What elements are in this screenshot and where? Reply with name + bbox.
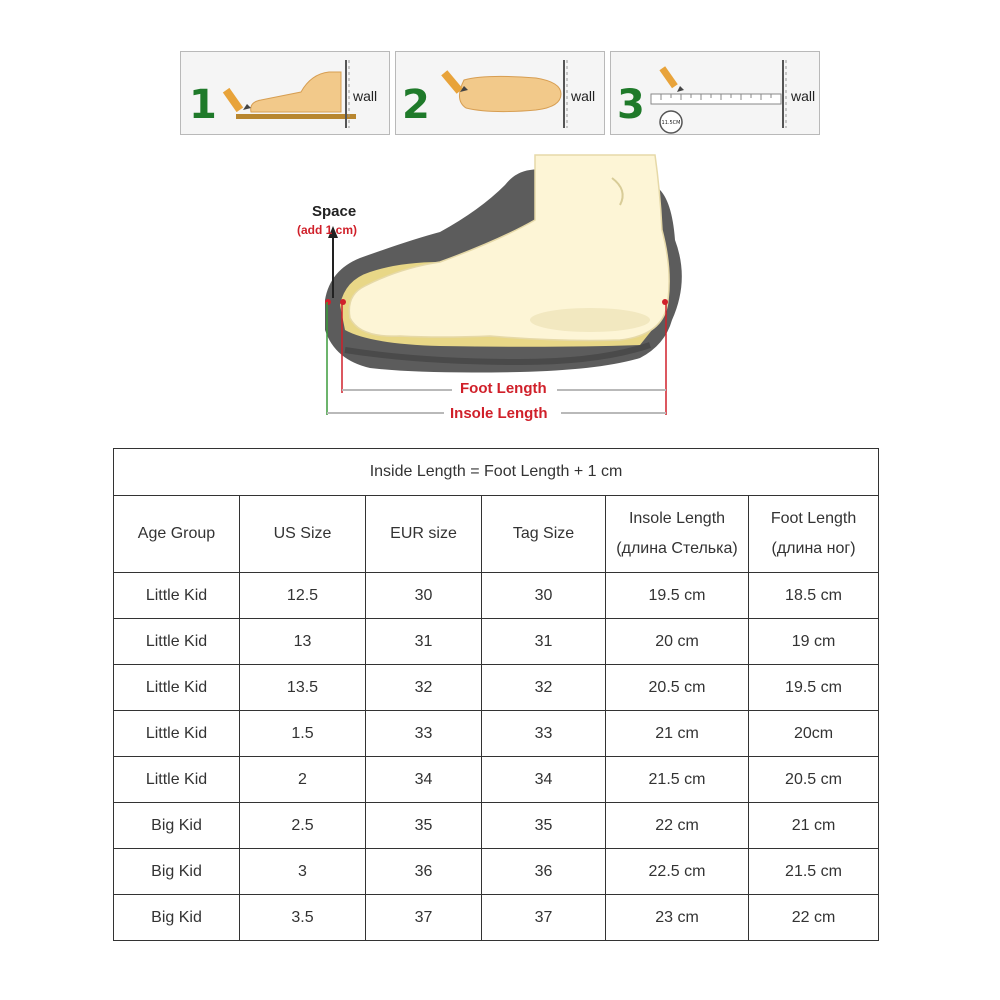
- table-cell: 20 cm: [606, 619, 749, 665]
- wall-label: wall: [791, 88, 816, 104]
- insole-start-point: [325, 299, 331, 305]
- column-header: EUR size: [366, 496, 482, 573]
- table-cell: 22 cm: [606, 803, 749, 849]
- wall-label: wall: [353, 88, 378, 104]
- table-cell: Little Kid: [114, 573, 240, 619]
- heel-point: [662, 299, 668, 305]
- svg-text:11.5CM: 11.5CM: [661, 120, 681, 126]
- table-cell: 21.5 cm: [606, 757, 749, 803]
- table-cell: 3: [240, 849, 366, 895]
- space-note: (add 1 cm): [297, 223, 358, 237]
- table-cell: 13: [240, 619, 366, 665]
- column-header: Insole Length (длина Стелька): [606, 496, 749, 573]
- table-cell: 35: [482, 803, 606, 849]
- table-cell: 36: [366, 849, 482, 895]
- table-cell: Little Kid: [114, 757, 240, 803]
- table-cell: 19.5 cm: [606, 573, 749, 619]
- table-cell: 34: [366, 757, 482, 803]
- toe-point: [340, 299, 346, 305]
- step-2-panel: [395, 51, 605, 135]
- table-row: [114, 573, 879, 619]
- step-3-illustration: [611, 52, 821, 136]
- table-cell: Big Kid: [114, 803, 240, 849]
- table-cell: 20cm: [749, 711, 879, 757]
- table-cell: 19 cm: [749, 619, 879, 665]
- table-cell: 30: [482, 573, 606, 619]
- table-row: [114, 803, 879, 849]
- table-cell: 21.5 cm: [749, 849, 879, 895]
- table-cell: 37: [482, 895, 606, 941]
- insole-length-label: Insole Length: [450, 405, 548, 422]
- table-cell: 22.5 cm: [606, 849, 749, 895]
- table-cell: 2: [240, 757, 366, 803]
- step-3-panel: [610, 51, 820, 135]
- step-number: 2: [402, 82, 430, 128]
- table-cell: Little Kid: [114, 619, 240, 665]
- table-cell: Little Kid: [114, 665, 240, 711]
- column-header: Foot Length (длина ног): [749, 496, 879, 573]
- table-cell: 31: [366, 619, 482, 665]
- step-1-panel: [180, 51, 390, 135]
- table-cell: 30: [366, 573, 482, 619]
- table-cell: 32: [482, 665, 606, 711]
- table-cell: Little Kid: [114, 711, 240, 757]
- table-cell: 32: [366, 665, 482, 711]
- table-cell: 19.5 cm: [749, 665, 879, 711]
- table-cell: 20.5 cm: [749, 757, 879, 803]
- step-number: 1: [189, 82, 217, 128]
- column-header: US Size: [240, 496, 366, 573]
- foot-length-label: Foot Length: [460, 380, 547, 397]
- table-cell: 33: [482, 711, 606, 757]
- table-row: [114, 757, 879, 803]
- table-row: [114, 619, 879, 665]
- size-chart-table: [113, 448, 879, 941]
- table-cell: 37: [366, 895, 482, 941]
- table-caption: Inside Length = Foot Length + 1 cm: [114, 449, 879, 496]
- table-cell: 21 cm: [749, 803, 879, 849]
- table-row: [114, 895, 879, 941]
- table-cell: 3.5: [240, 895, 366, 941]
- table-cell: 1.5: [240, 711, 366, 757]
- column-header: Age Group: [114, 496, 240, 573]
- space-label: Space: [312, 203, 357, 220]
- table-row: [114, 849, 879, 895]
- table-header-row: [114, 496, 879, 573]
- table-cell: 35: [366, 803, 482, 849]
- table-row: [114, 711, 879, 757]
- column-header: Tag Size: [482, 496, 606, 573]
- table-cell: 22 cm: [749, 895, 879, 941]
- table-cell: 21 cm: [606, 711, 749, 757]
- wall-label: wall: [571, 88, 596, 104]
- table-cell: 34: [482, 757, 606, 803]
- table-cell: 31: [482, 619, 606, 665]
- table-cell: 36: [482, 849, 606, 895]
- table-row: [114, 665, 879, 711]
- table-cell: 12.5: [240, 573, 366, 619]
- step-number: 3: [617, 82, 645, 128]
- table-cell: 33: [366, 711, 482, 757]
- table-cell: Big Kid: [114, 895, 240, 941]
- table-cell: 13.5: [240, 665, 366, 711]
- table-cell: Big Kid: [114, 849, 240, 895]
- table-cell: 23 cm: [606, 895, 749, 941]
- table-cell: 20.5 cm: [606, 665, 749, 711]
- table-cell: 18.5 cm: [749, 573, 879, 619]
- table-caption-row: [114, 449, 879, 496]
- table-cell: 2.5: [240, 803, 366, 849]
